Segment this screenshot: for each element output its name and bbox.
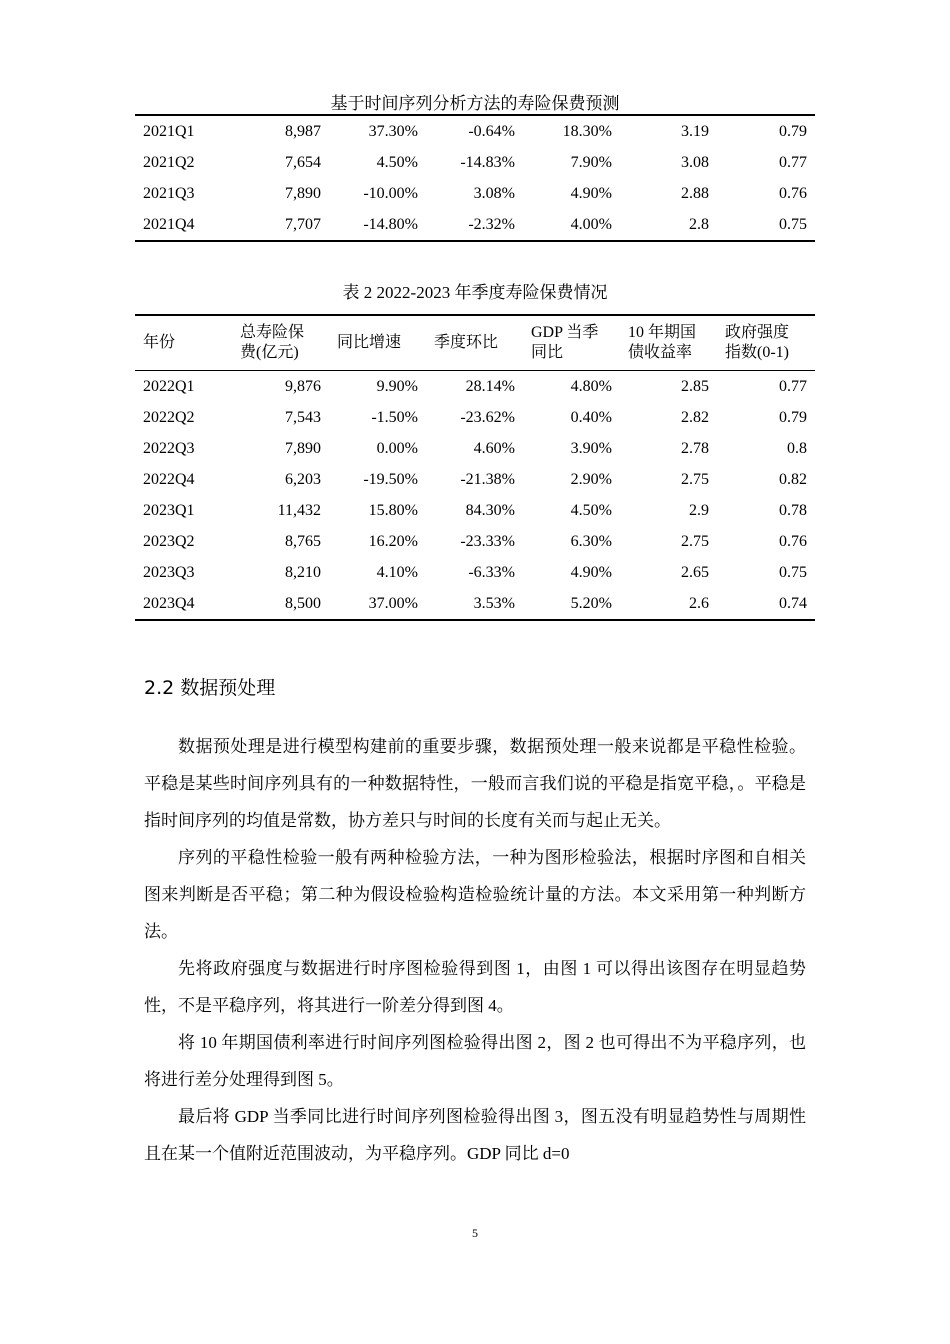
paragraph: 先将政府强度与数据进行时序图检验得到图 1，由图 1 可以得出该图存在明显趋势性，不是平稳序列，将其进行一阶差分得到图 4。 <box>144 959 806 1015</box>
value-cell: 3.90% <box>570 439 612 457</box>
value-cell: 37.30% <box>368 122 418 140</box>
table-2022-2023-quarterly <box>135 314 815 621</box>
column-header <box>523 315 620 371</box>
value-cell: 7,654 <box>285 153 321 171</box>
value-cell: 3.53% <box>473 594 515 612</box>
value-cell: -6.33% <box>468 563 515 581</box>
value-cell: 0.78 <box>779 501 807 519</box>
row-label-cell: 2023Q1 <box>143 501 195 519</box>
row-label-cell: 2023Q2 <box>143 532 195 550</box>
value-cell: 2.90% <box>570 470 612 488</box>
value-cell: 0.77 <box>779 377 807 395</box>
column-header <box>717 315 815 371</box>
value-cell: 3.19 <box>681 122 709 140</box>
table-body <box>135 115 815 241</box>
column-header-line: GDP 当季 <box>531 324 599 341</box>
row-label-cell: 2022Q1 <box>143 377 195 395</box>
table-row <box>135 178 815 209</box>
value-cell: 2.75 <box>681 532 709 550</box>
table-row <box>135 115 815 147</box>
value-cell: 7,890 <box>285 439 321 457</box>
table-row <box>135 147 815 178</box>
row-label-cell: 2021Q2 <box>143 153 195 171</box>
table-row <box>135 557 815 588</box>
value-cell: 0.75 <box>779 563 807 581</box>
value-cell: 2.78 <box>681 439 709 457</box>
value-cell: 4.90% <box>570 563 612 581</box>
value-cell: 4.50% <box>376 153 418 171</box>
value-cell: 2.88 <box>681 184 709 202</box>
value-cell: -0.64% <box>468 122 515 140</box>
row-label-cell: 2023Q3 <box>143 563 195 581</box>
value-cell: -1.50% <box>371 408 418 426</box>
value-cell: 0.79 <box>779 408 807 426</box>
value-cell: 7,543 <box>285 408 321 426</box>
value-cell: 2.75 <box>681 470 709 488</box>
value-cell: 8,987 <box>285 122 321 140</box>
value-cell: -2.32% <box>468 215 515 233</box>
value-cell: -14.83% <box>460 153 515 171</box>
row-label-cell: 2021Q3 <box>143 184 195 202</box>
value-cell: 0.76 <box>779 532 807 550</box>
value-cell: -23.62% <box>460 408 515 426</box>
value-cell: -19.50% <box>363 470 418 488</box>
value-cell: 0.77 <box>779 153 807 171</box>
body-text <box>144 728 806 1172</box>
column-header <box>135 315 232 371</box>
value-cell: 0.75 <box>779 215 807 233</box>
value-cell: 4.90% <box>570 184 612 202</box>
column-header-line: 年份 <box>143 334 176 351</box>
table-row <box>135 209 815 241</box>
value-cell: -14.80% <box>363 215 418 233</box>
paragraph: 将 10 年期国债利率进行时间序列图检验得出图 2，图 2 也可得出不为平稳序列，也将进行差分处理得到图 5。 <box>144 1033 806 1089</box>
row-label-cell: 2023Q4 <box>143 594 195 612</box>
table-row <box>135 464 815 495</box>
value-cell: 2.85 <box>681 377 709 395</box>
column-header-line: 同比增速 <box>337 334 402 351</box>
value-cell: 15.80% <box>368 501 418 519</box>
value-cell: 4.60% <box>473 439 515 457</box>
value-cell: 6,203 <box>285 470 321 488</box>
value-cell: 4.50% <box>570 501 612 519</box>
value-cell: -21.38% <box>460 470 515 488</box>
value-cell: 2.65 <box>681 563 709 581</box>
value-cell: 4.00% <box>570 215 612 233</box>
column-header <box>426 315 523 371</box>
value-cell: -23.33% <box>460 532 515 550</box>
value-cell: 7,890 <box>285 184 321 202</box>
column-header <box>620 315 717 371</box>
value-cell: 0.8 <box>787 439 807 457</box>
paragraph: 最后将 GDP 当季同比进行时间序列图检验得出图 3，图五没有明显趋势性与周期性且在某一个值附近范围波动，为平稳序列。GDP 同比 d=0 <box>144 1107 806 1163</box>
value-cell: 28.14% <box>465 377 515 395</box>
value-cell: 8,765 <box>285 532 321 550</box>
value-cell: 0.82 <box>779 470 807 488</box>
value-cell: 2.8 <box>689 215 709 233</box>
row-label-cell: 2022Q2 <box>143 408 195 426</box>
value-cell: 37.00% <box>368 594 418 612</box>
value-cell: 7,707 <box>285 215 321 233</box>
column-header-line: 指数(0-1) <box>725 344 789 361</box>
value-cell: 18.30% <box>562 122 612 140</box>
column-header-line: 季度环比 <box>434 334 499 351</box>
value-cell: 8,210 <box>285 563 321 581</box>
row-label-cell: 2021Q4 <box>143 215 195 233</box>
row-label-cell: 2021Q1 <box>143 122 195 140</box>
value-cell: 0.00% <box>376 439 418 457</box>
table-row <box>135 526 815 557</box>
column-header-line: 总寿险保 <box>240 324 305 341</box>
column-header <box>232 315 329 371</box>
table-row <box>135 371 815 403</box>
paragraph: 序列的平稳性检验一般有两种检验方法，一种为图形检验法，根据时序图和自相关图来判断是否平稳；第二种为假设检验构造检验统计量的方法。本文采用第一种判断方法。 <box>144 848 806 941</box>
column-header-line: 10 年期国 <box>628 324 697 341</box>
column-header <box>329 315 426 371</box>
value-cell: 11,432 <box>277 501 321 519</box>
value-cell: 8,500 <box>285 594 321 612</box>
value-cell: 9,876 <box>285 377 321 395</box>
column-header-line: 费(亿元) <box>240 344 299 361</box>
value-cell: 16.20% <box>368 532 418 550</box>
column-header-line: 债收益率 <box>628 344 693 361</box>
value-cell: 3.08% <box>473 184 515 202</box>
value-cell: 2.6 <box>689 594 709 612</box>
value-cell: 2.82 <box>681 408 709 426</box>
column-header-line: 政府强度 <box>725 324 790 341</box>
row-label-cell: 2022Q4 <box>143 470 195 488</box>
value-cell: 84.30% <box>465 501 515 519</box>
value-cell: 5.20% <box>570 594 612 612</box>
value-cell: 4.80% <box>570 377 612 395</box>
row-label-cell: 2022Q3 <box>143 439 195 457</box>
value-cell: 0.40% <box>570 408 612 426</box>
table-row <box>135 588 815 620</box>
table-row <box>135 402 815 433</box>
value-cell: 6.30% <box>570 532 612 550</box>
table-caption: 表 2 2022-2023 年季度寿险保费情况 <box>342 283 608 302</box>
page-number: 5 <box>472 1226 478 1240</box>
value-cell: 4.10% <box>376 563 418 581</box>
running-header: 基于时间序列分析方法的寿险保费预测 <box>330 94 620 113</box>
value-cell: 3.08 <box>681 153 709 171</box>
column-header-line: 同比 <box>531 344 564 361</box>
value-cell: 0.79 <box>779 122 807 140</box>
table-body <box>135 371 815 621</box>
value-cell: 2.9 <box>689 501 709 519</box>
table-row <box>135 495 815 526</box>
table-header-row <box>135 315 815 371</box>
value-cell: -10.00% <box>363 184 418 202</box>
section-heading: 2.2 数据预处理 <box>144 677 276 699</box>
paragraph: 数据预处理是进行模型构建前的重要步骤，数据预处理一般来说都是平稳性检验。平稳是某些时间序列具有的一种数据特性，一般而言我们说的平稳是指宽平稳，。平稳是指时间序列的均值是常数，协方差只与时间的长度有关而与起止无关。 <box>144 737 806 830</box>
value-cell: 9.90% <box>376 377 418 395</box>
value-cell: 0.74 <box>779 594 807 612</box>
value-cell: 7.90% <box>570 153 612 171</box>
value-cell: 0.76 <box>779 184 807 202</box>
table-row <box>135 433 815 464</box>
table-2021-quarterly <box>135 114 815 242</box>
